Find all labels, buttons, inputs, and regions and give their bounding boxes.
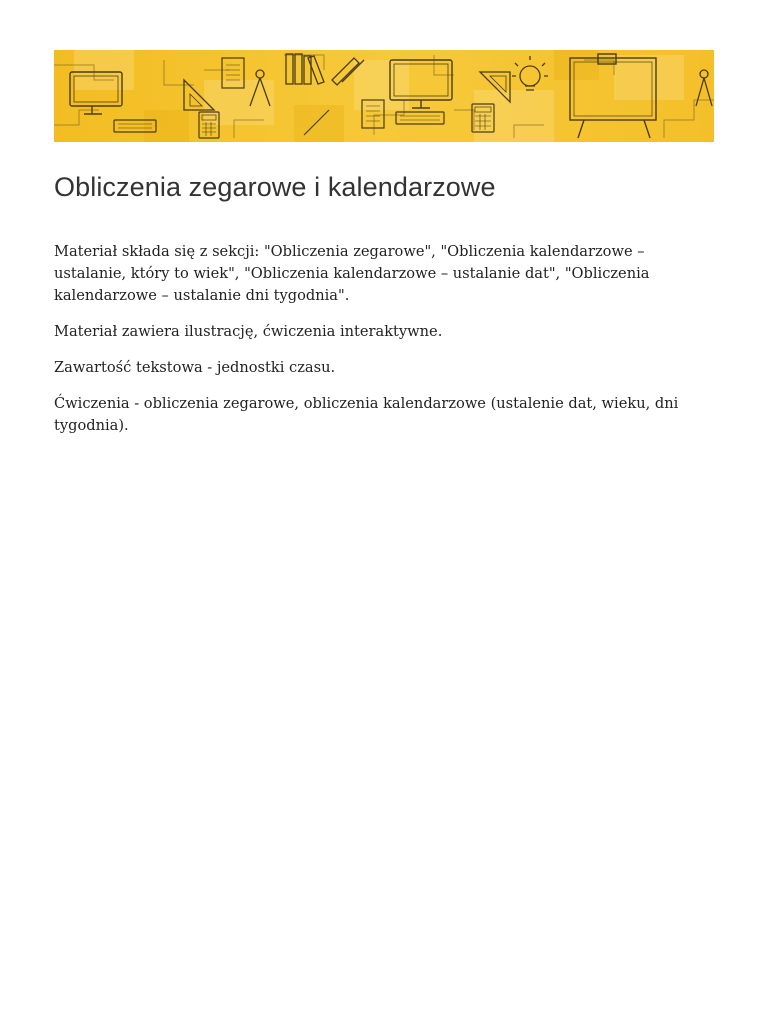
page-title: Obliczenia zegarowe i kalendarzowe bbox=[54, 172, 496, 202]
paragraph-materials: Materiał zawiera ilustrację, ćwiczenia interaktywne. bbox=[54, 323, 443, 340]
document-body bbox=[54, 241, 694, 451]
header-banner bbox=[54, 50, 714, 142]
paragraph-exercises: Ćwiczenia - obliczenia zegarowe, obliczenia kalendarzowe (ustalenie dat, wieku, dni tygodnia). bbox=[54, 395, 679, 434]
paragraph-sections: Materiał składa się z sekcji: "Obliczenia zegarowe", "Obliczenia kalendarzowe – ustalanie, który to wiek", "Obliczenia kalendarzowe – ustalanie dat", "Obliczenia kalendarzowe – ustalanie dni tygodnia". bbox=[54, 243, 650, 304]
paragraph-text-content: Zawartość tekstowa - jednostki czasu. bbox=[54, 359, 336, 376]
